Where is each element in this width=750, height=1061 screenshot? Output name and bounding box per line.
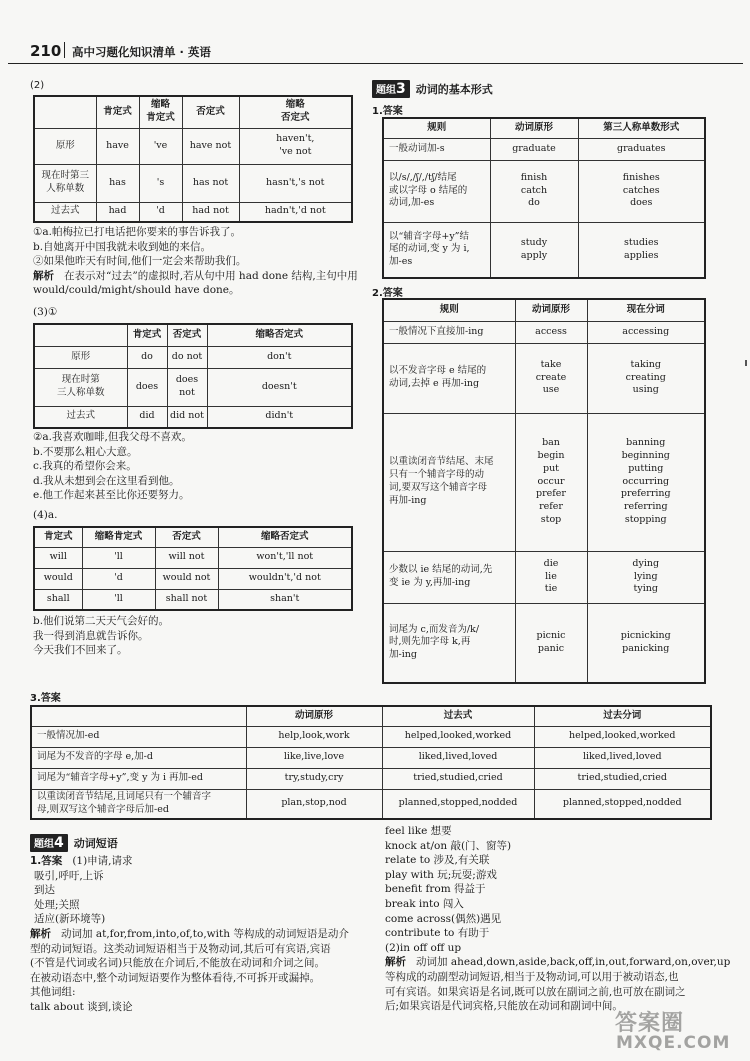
table-cell: 'll xyxy=(82,589,155,610)
table-cell: will xyxy=(34,547,82,568)
column-header: 缩略 肯定式 xyxy=(139,96,182,128)
answer-line: b.不要那么粗心大意。 xyxy=(33,445,138,458)
answer-1-label: 1.答案 xyxy=(372,106,403,117)
table-cell: did xyxy=(127,406,167,428)
table-cell: had xyxy=(96,202,139,222)
table-cell: take create use xyxy=(515,343,587,413)
table-row xyxy=(383,413,705,551)
table-header-row xyxy=(383,118,705,138)
column-header: 现在分词 xyxy=(587,299,705,321)
column-header: 否定式 xyxy=(182,96,239,128)
analysis-label: 解析 xyxy=(30,927,51,940)
table-cell: finishes catches does xyxy=(578,160,705,222)
table-cell: would not xyxy=(155,568,218,589)
table-row xyxy=(383,551,705,603)
have-forms-table xyxy=(33,95,353,223)
table-row xyxy=(383,343,705,413)
do-answers xyxy=(33,430,192,503)
group-4-right: feel like 想要 knock at/on 敲(门、窗等) relate to 涉及,有关联 play with 玩;玩耍;游戏 benefit from 得益于 break into 闯入 come across(偶然)遇见 contribute to 有助于 (2)in off off up 解析 动词加 ahead,down,aside,back,off,in,out,forward,on,over,up 等构成的动副型动词短语,相当于及物动词,可以用于被动语态,也 可有宾语。如果宾语是名词,既可以放在副词之前,也可放在副词之 后;如果宾语是代词宾格,只能放在动词和副词中间。 xyxy=(385,825,731,1013)
answer-line: c.我真的希望你会来。 xyxy=(33,460,137,473)
table-row xyxy=(34,164,352,202)
table-cell: picnic panic xyxy=(515,603,587,683)
third-person-table xyxy=(382,117,706,279)
table-row xyxy=(31,726,711,747)
table-cell: 一般动词加-s xyxy=(383,138,490,160)
table-row xyxy=(34,202,352,222)
table-header-row xyxy=(34,96,352,128)
analysis-line: 解析 在表示对“过去”的虚拟时,若从句中用 had done 结构,主句中用 xyxy=(33,269,358,282)
table-row xyxy=(383,321,705,343)
analysis-label: 解析 xyxy=(33,269,54,282)
table-cell: hasn't,'s not xyxy=(239,164,352,202)
table-cell: ban begin put occur prefer refer stop xyxy=(515,413,587,551)
table-cell: 've xyxy=(139,128,182,164)
table-cell: 'd xyxy=(139,202,182,222)
table-row xyxy=(383,138,705,160)
table-cell: helped,looked,worked xyxy=(534,726,711,747)
table-cell: die lie tie xyxy=(515,551,587,603)
book-title: 高中习题化知识清单 · 英语 xyxy=(72,45,211,59)
table-cell: 原形 xyxy=(34,346,127,368)
table-cell: has xyxy=(96,164,139,202)
table-cell: 以不发音字母 e 结尾的 动词,去掉 e 再加-ing xyxy=(383,343,515,413)
column-header: 否定式 xyxy=(155,527,218,547)
table-cell: planned,stopped,nodded xyxy=(382,789,534,819)
will-answers xyxy=(33,614,169,658)
table-row xyxy=(31,789,711,819)
column-header: 缩略否定式 xyxy=(218,527,352,547)
analysis-label: 解析 xyxy=(385,956,406,969)
table-header-row xyxy=(34,324,352,346)
table-cell: try,study,cry xyxy=(246,768,382,789)
table-cell: 过去式 xyxy=(34,202,96,222)
present-participle-table xyxy=(382,298,706,684)
header-divider xyxy=(64,42,65,58)
table-header-row xyxy=(31,706,711,726)
table-cell: 词尾为“辅音字母+y”,变 y 为 i 再加-ed xyxy=(31,768,246,789)
table-cell: banning beginning putting occurring preferring referring stopping xyxy=(587,413,705,551)
column-header: 缩略否定式 xyxy=(207,324,352,346)
table-row xyxy=(34,346,352,368)
table-header-row xyxy=(383,299,705,321)
table-cell: has not xyxy=(182,164,239,202)
table-cell: liked,lived,loved xyxy=(534,747,711,768)
table-cell: 词尾为不发音的字母 e,加-d xyxy=(31,747,246,768)
column-header: 动词原形 xyxy=(246,706,382,726)
table-cell: picnicking panicking xyxy=(587,603,705,683)
column-header: 肯定式 xyxy=(127,324,167,346)
table-cell: tried,studied,cried xyxy=(382,768,534,789)
column-header: 否定式 xyxy=(167,324,207,346)
table-cell: don't xyxy=(207,346,352,368)
table-cell: didn't xyxy=(207,406,352,428)
table-cell: shall xyxy=(34,589,82,610)
table-cell: finish catch do xyxy=(490,160,578,222)
answer-line: ②如果他昨天有时间,他们一定会来帮助我们。 xyxy=(33,255,247,268)
table-row xyxy=(383,222,705,278)
page-number: 210 xyxy=(30,42,62,60)
page-header xyxy=(8,38,743,64)
table-cell: plan,stop,nod xyxy=(246,789,382,819)
answer-3-label: 3.答案 xyxy=(30,693,61,704)
table-cell: had not xyxy=(182,202,239,222)
answer-line: b.他们说第二天天气会好的。 xyxy=(33,615,170,627)
table-cell: shan't xyxy=(218,589,352,610)
do-forms-table xyxy=(33,323,353,429)
table-row xyxy=(34,547,352,568)
table-row xyxy=(31,768,711,789)
column-header xyxy=(34,324,127,346)
table-cell: help,look,work xyxy=(246,726,382,747)
table-cell: studies applies xyxy=(578,222,705,278)
table-cell: haven't, 've not xyxy=(239,128,352,164)
table-header-row xyxy=(34,527,352,547)
table-cell: 原形 xyxy=(34,128,96,164)
column-header xyxy=(31,706,246,726)
answer-line: ②a.我喜欢咖啡,但我父母不喜欢。 xyxy=(33,431,192,443)
answer-2-label: 2.答案 xyxy=(372,288,403,299)
table-row xyxy=(383,160,705,222)
answer-line: d.我从未想到会在这里看到他。 xyxy=(33,474,180,487)
group-3-heading: 题组3 动词的基本形式 xyxy=(372,80,493,98)
table-cell: tried,studied,cried xyxy=(534,768,711,789)
column-header xyxy=(34,96,96,128)
table-cell: taking creating using xyxy=(587,343,705,413)
table-row xyxy=(31,747,711,768)
table-cell: would xyxy=(34,568,82,589)
answer-label: 1.答案 xyxy=(30,855,63,867)
answer-line: 我一得到消息就告诉你。 xyxy=(33,629,149,642)
table-cell: 一般情况加-ed xyxy=(31,726,246,747)
table-cell: liked,lived,loved xyxy=(382,747,534,768)
table-cell: 现在时第三 人称单数 xyxy=(34,164,96,202)
past-tense-table xyxy=(30,705,712,820)
group-4-heading: 题组4 动词短语 xyxy=(30,834,118,852)
have-answers xyxy=(33,225,358,298)
analysis-line: would/could/might/should have done。 xyxy=(33,284,240,297)
table-cell: 一般情况下直接加-ing xyxy=(383,321,515,343)
table-cell: like,live,love xyxy=(246,747,382,768)
table-cell: 'll xyxy=(82,547,155,568)
part-4-label: (4)a. xyxy=(33,509,58,521)
table-cell: 词尾为 c,而发音为/k/ 时,则先加字母 k,再 加-ing xyxy=(383,603,515,683)
part-3-label: (3)① xyxy=(33,306,58,318)
column-header: 动词原形 xyxy=(515,299,587,321)
column-header: 缩略 否定式 xyxy=(239,96,352,128)
table-cell: do xyxy=(127,346,167,368)
column-header: 过去分词 xyxy=(534,706,711,726)
table-row xyxy=(34,568,352,589)
column-header: 动词原形 xyxy=(490,118,578,138)
column-header: 肯定式 xyxy=(34,527,82,547)
answer-line: b.自她离开中国我就未收到她的来信。 xyxy=(33,240,212,253)
table-cell: 过去式 xyxy=(34,406,127,428)
table-row xyxy=(34,128,352,164)
table-cell: 'd xyxy=(82,568,155,589)
watermark-url: MXQE.COM xyxy=(616,1033,731,1053)
table-cell: 's xyxy=(139,164,182,202)
table-cell: dying lying tying xyxy=(587,551,705,603)
column-header: 缩略肯定式 xyxy=(82,527,155,547)
column-header: 规则 xyxy=(383,118,490,138)
table-cell: study apply xyxy=(490,222,578,278)
column-header: 第三人称单数形式 xyxy=(578,118,705,138)
watermark-logo: 答案圈 xyxy=(615,1011,685,1036)
table-cell: helped,looked,worked xyxy=(382,726,534,747)
group-4-title: 动词短语 xyxy=(73,837,118,850)
group-4-left: 1.答案 (1)申请,请求 吸引,呼吁,上诉 到达 处理;关照 适应(新环境等) 解析 动词加 at,for,from,into,of,to,with 等构成的动词短语是动介 型的动词短语。这类动词短语相当于及物动词,其后可有宾语,宾语 (不管是代词或名词)只能放在介词后,不能放在动词和介词之间。 在被动语态中,整个动词短语要作为整体看待,不可拆开或漏掉。 其他词组: talk about 谈到,谈论 xyxy=(30,855,349,1013)
table-cell: hadn't,'d not xyxy=(239,202,352,222)
table-cell: graduates xyxy=(578,138,705,160)
table-cell: 以/s/,/ʃ/,/tʃ/结尾 或以字母 o 结尾的 动词,加-es xyxy=(383,160,490,222)
table-cell: does not xyxy=(167,368,207,406)
table-row xyxy=(34,589,352,610)
answer-line: e.他工作起来甚至比你还要努力。 xyxy=(33,489,190,502)
table-cell: won't,'ll not xyxy=(218,547,352,568)
table-cell: planned,stopped,nodded xyxy=(534,789,711,819)
table-cell: have xyxy=(96,128,139,164)
table-cell: do not xyxy=(167,346,207,368)
answer-line: ①a.帕梅拉已打电话把你要来的事告诉我了。 xyxy=(33,226,242,238)
table-row xyxy=(34,406,352,428)
answer-line: 今天我们不回来了。 xyxy=(33,644,128,657)
table-cell: have not xyxy=(182,128,239,164)
table-cell: 以重读闭音节结尾、末尾 只有一个辅音字母的动 词,要双写这个辅音字母 再加-ing xyxy=(383,413,515,551)
will-forms-table xyxy=(33,526,353,611)
table-cell: shall not xyxy=(155,589,218,610)
table-cell: graduate xyxy=(490,138,578,160)
table-row xyxy=(34,368,352,406)
table-cell: 少数以 ie 结尾的动词,先 变 ie 为 y,再加-ing xyxy=(383,551,515,603)
table-cell: 以重读闭音节结尾,且词尾只有一个辅音字 母,则双写这个辅音字母后加-ed xyxy=(31,789,246,819)
table-cell: did not xyxy=(167,406,207,428)
table-cell: 现在时第 三人称单数 xyxy=(34,368,127,406)
table-cell: accessing xyxy=(587,321,705,343)
table-cell: doesn't xyxy=(207,368,352,406)
table-cell: wouldn't,'d not xyxy=(218,568,352,589)
table-row xyxy=(383,603,705,683)
margin-tick xyxy=(745,360,747,366)
column-header: 过去式 xyxy=(382,706,534,726)
group-3-title: 动词的基本形式 xyxy=(415,83,493,96)
table-cell: access xyxy=(515,321,587,343)
table-cell: will not xyxy=(155,547,218,568)
table-cell: 以“辅音字母+y”结 尾的动词,变 y 为 i, 加-es xyxy=(383,222,490,278)
column-header: 肯定式 xyxy=(96,96,139,128)
part-2-label: (2) xyxy=(30,80,45,91)
table-cell: does xyxy=(127,368,167,406)
column-header: 规则 xyxy=(383,299,515,321)
